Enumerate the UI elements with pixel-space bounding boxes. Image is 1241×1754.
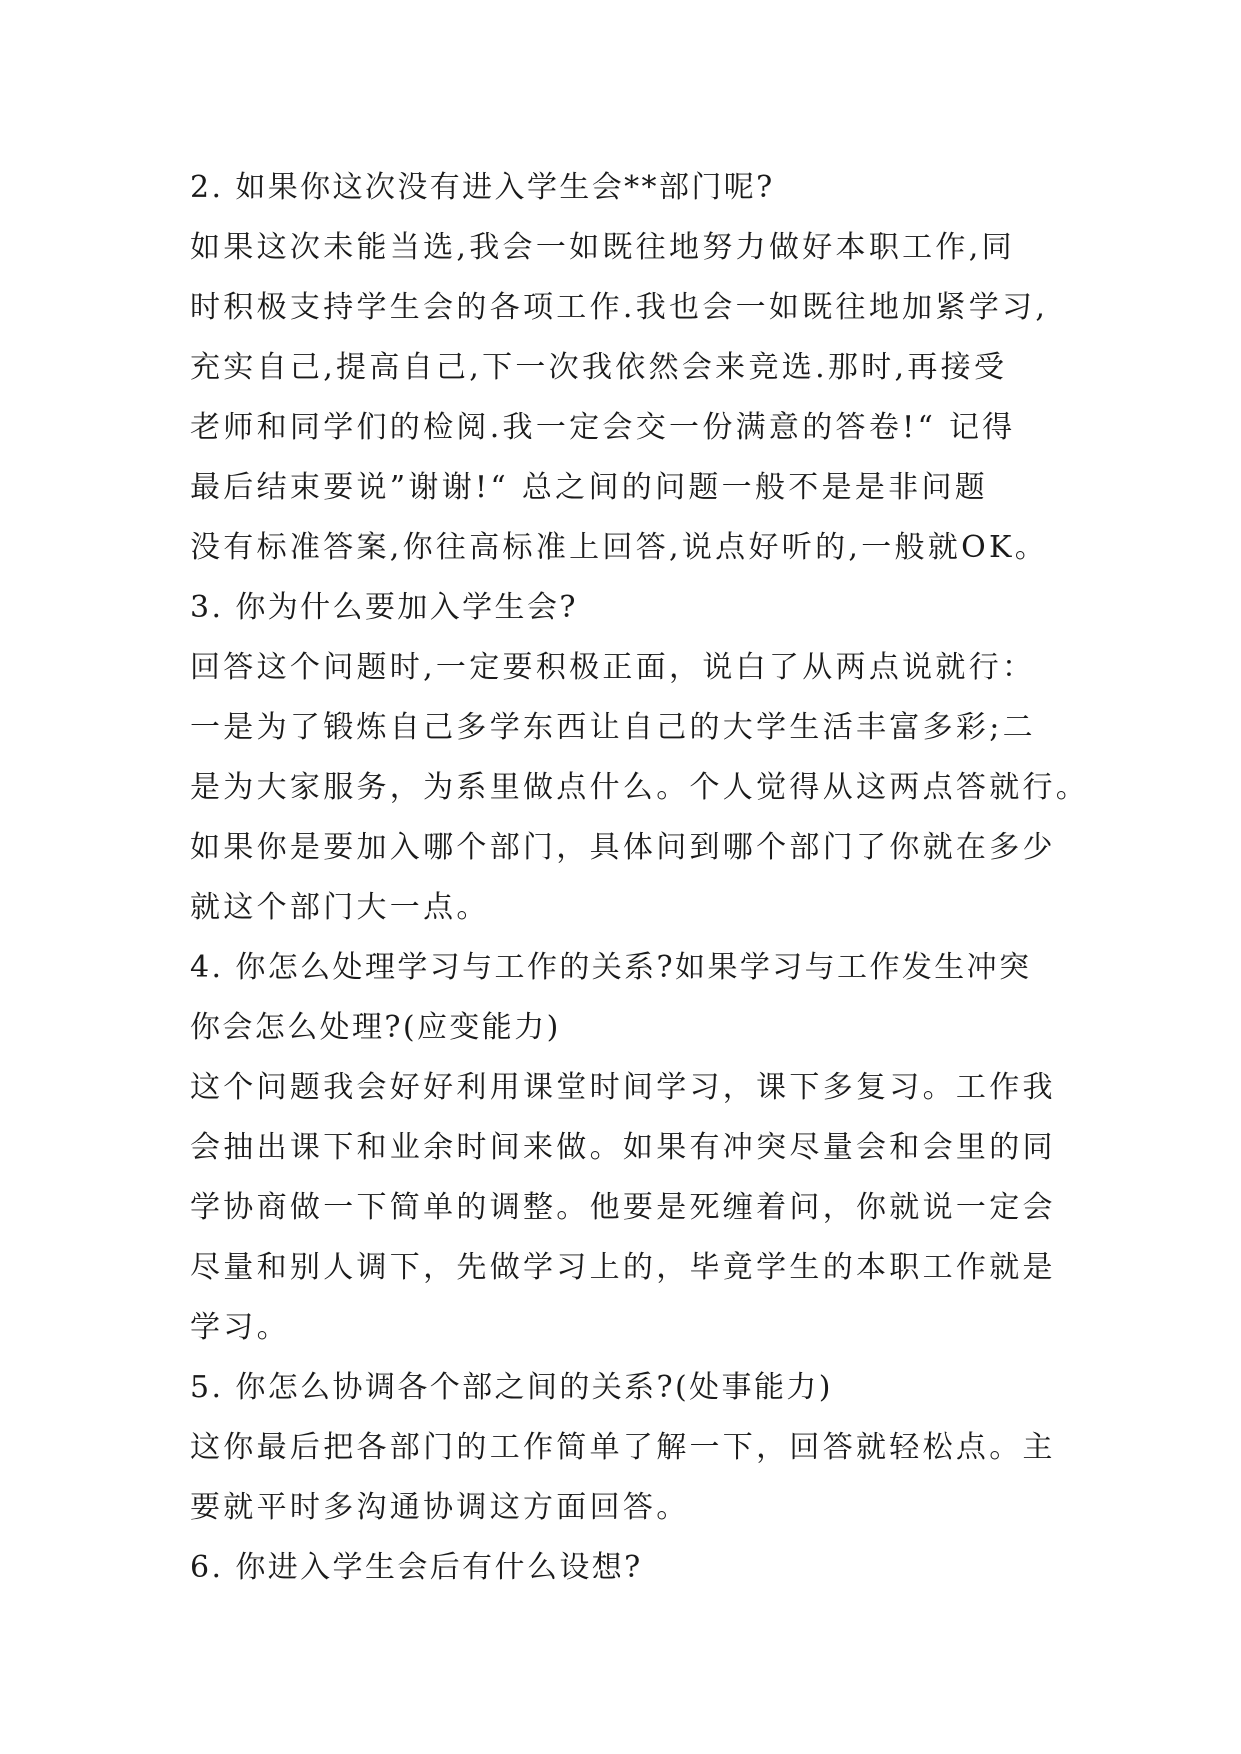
answer-2-line-4: 老师和同学们的检阅.我一定会交一份满意的答卷!“ 记得 — [190, 410, 1016, 445]
answer-2-line-3: 充实自己,提高自己,下一次我依然会来竞选.那时,再接受 — [190, 350, 1008, 385]
answer-3-line-1: 回答这个问题时,一定要积极正面，说白了从两点说就行： — [190, 650, 1036, 685]
answer-3-line-2: 一是为了锻炼自己多学东西让自己的大学生活丰富多彩;二 — [190, 710, 1036, 745]
answer-3-line-5: 就这个部门大一点。 — [190, 890, 490, 925]
answer-2-line-1: 如果这次未能当选,我会一如既往地努力做好本职工作,同 — [190, 230, 1015, 265]
answer-2-line-5: 最后结束要说”谢谢!“ 总之间的问题一般不是是非问题 — [190, 470, 989, 505]
document-body — [190, 158, 1090, 1598]
question-3: 3. 你为什么要加入学生会? — [190, 590, 578, 625]
answer-3-line-3: 是为大家服务，为系里做点什么。个人觉得从这两点答就行。 — [190, 770, 1090, 805]
answer-2-line-2: 时积极支持学生会的各项工作.我也会一如既往地加紧学习, — [190, 290, 1049, 325]
answer-4-line-4: 尽量和别人调下，先做学习上的，毕竟学生的本职工作就是 — [190, 1250, 1056, 1285]
question-4-line-2: 你会怎么处理?(应变能力) — [190, 1010, 561, 1045]
answer-4-line-2: 会抽出课下和业余时间来做。如果有冲突尽量会和会里的同 — [190, 1130, 1056, 1165]
answer-4-line-1: 这个问题我会好好利用课堂时间学习，课下多复习。工作我 — [190, 1070, 1056, 1105]
answer-5-line-2: 要就平时多沟通协调这方面回答。 — [190, 1490, 690, 1525]
question-6: 6. 你进入学生会后有什么设想? — [190, 1550, 643, 1585]
question-4-line-1: 4. 你怎么处理学习与工作的关系?如果学习与工作发生冲突 — [190, 950, 1032, 985]
answer-2-line-6: 没有标准答案,你往高标准上回答,说点好听的,一般就OK。 — [190, 530, 1049, 565]
answer-5-line-1: 这你最后把各部门的工作简单了解一下，回答就轻松点。主 — [190, 1430, 1056, 1465]
answer-4-line-5: 学习。 — [190, 1310, 290, 1345]
question-2: 2. 如果你这次没有进入学生会**部门呢? — [190, 170, 775, 205]
answer-4-line-3: 学协商做一下简单的调整。他要是死缠着问，你就说一定会 — [190, 1190, 1056, 1225]
answer-3-line-4: 如果你是要加入哪个部门，具体问到哪个部门了你就在多少 — [190, 830, 1056, 865]
question-5: 5. 你怎么协调各个部之间的关系?(处事能力) — [190, 1370, 833, 1405]
